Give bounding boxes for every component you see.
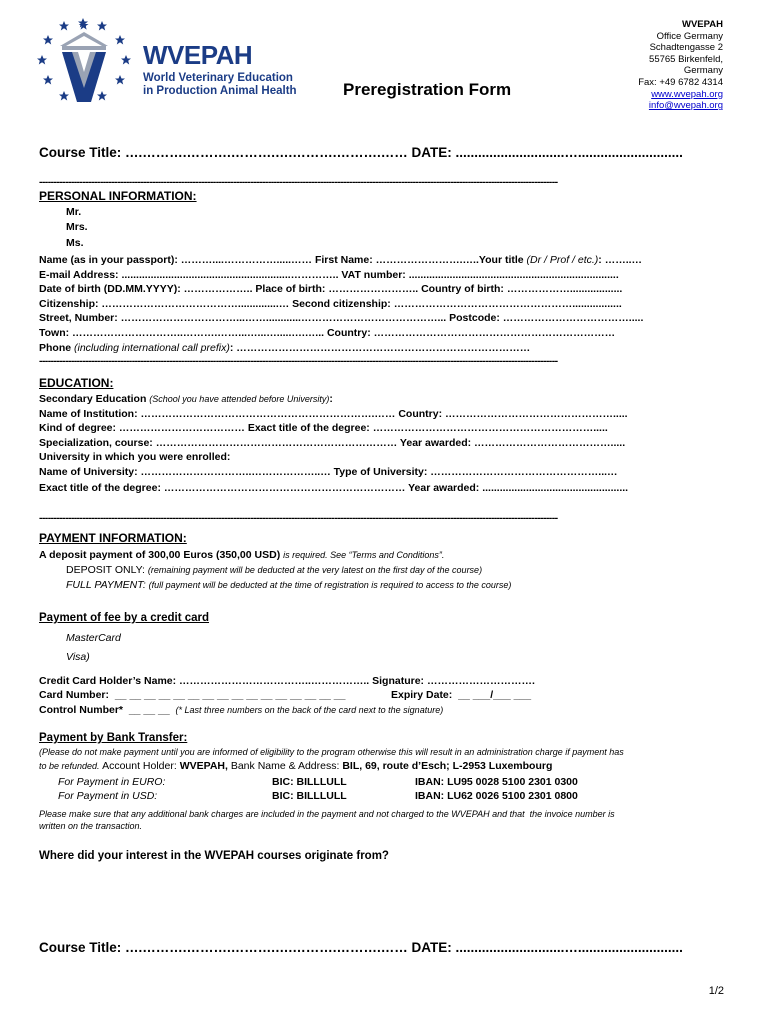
date-label: DATE: — [411, 145, 456, 160]
university-name-field[interactable]: Name of University: …………………………..………………..… Type of University: …………………………………………...… — [39, 466, 618, 478]
bank-address-label: Bank Name & Address: — [230, 760, 343, 772]
email-field[interactable]: E-mail Address: ..........................................................………….. VAT number: ........................................................................ — [39, 269, 619, 281]
website-link[interactable]: www.wvepah.org — [651, 88, 723, 100]
town-field[interactable]: Town: …………………………..……….……...…...….....….…... Country: …………………………………………………………… — [39, 327, 616, 339]
roof-bar — [62, 46, 106, 50]
bank-charges-line-1: Please make sure that any additional bank charges are included in the payment and not charged to the WVEPAH and that the invoice number is — [39, 809, 615, 819]
name-label: Name (as in your passport): ………....…………….....…… First Name: …………………….…..Your title — [39, 254, 527, 266]
bank-note-line-1: (Please do not make payment until you are informed of eligibility to the program otherwise this will result in an administration charge if payment has — [39, 747, 624, 757]
logo-subtitle-line-2: in Production Animal Health — [143, 85, 297, 97]
deposit-info — [39, 549, 444, 561]
citizenship-field[interactable]: Citizenship: …………………………………..............… Second citizenship: ……………………………………………................. — [39, 298, 622, 310]
phone-label: Phone — [39, 342, 75, 354]
divider: ----------------------------------------------------------------------------------------------------------------------------------------------------------------------------------- — [39, 355, 558, 367]
name-field[interactable] — [39, 254, 642, 266]
office-address — [638, 19, 723, 112]
card-number-field[interactable]: Card Number: __ __ __ __ __ __ __ __ __ __ __ __ __ __ __ __ — [39, 689, 346, 701]
email-link[interactable]: info@wvepah.org — [648, 100, 723, 112]
bank-note-refund: to be refunded. — [39, 761, 103, 771]
deposit-amount: A deposit payment of 300,00 Euros (350,00 USD) — [39, 549, 284, 561]
deposit-only-hint: (remaining payment will be deducted at the very latest on the first day of the course) — [147, 565, 483, 575]
title-field[interactable]: : ……..… — [598, 254, 643, 266]
page-number: 1/2 — [708, 985, 724, 997]
bank-charges-line-2: written on the transaction. — [39, 821, 143, 831]
visa-option[interactable]: Visa) — [66, 651, 90, 663]
full-payment-hint: (full payment will be deducted at the time of registration is required to access to the course) — [148, 580, 512, 590]
salutation-mrs[interactable]: Mrs. — [66, 221, 88, 233]
full-payment-label: FULL PAYMENT: — [66, 579, 149, 591]
full-payment-option[interactable] — [66, 579, 511, 591]
university-degree-field[interactable]: Exact title of the degree: …………………………………………………………… Year awarded: .................................................. — [39, 482, 629, 494]
logo-wordmark: WVEPAH — [143, 40, 253, 70]
phone-hint: (including international call prefix) — [74, 342, 230, 354]
divider: ----------------------------------------------------------------------------------------------------------------------------------------------------------------------------------- — [39, 176, 558, 188]
address-fax: Fax: +49 6782 4314 — [638, 76, 723, 88]
address-line-4: Germany — [683, 65, 723, 77]
logo-subtitle — [143, 72, 297, 98]
secondary-hint: (School you have attended before University) — [149, 394, 330, 404]
date-field[interactable]: .............................…............................ — [455, 940, 683, 955]
address-line-1: Office Germany — [656, 30, 723, 42]
course-title-label: Course Title: — [39, 940, 126, 955]
specialization-field[interactable]: Specialization, course: …………………………………………………………… Year awarded: …………………………………..... — [39, 437, 626, 449]
bank-note-line-2 — [39, 760, 552, 772]
bank-heading: Payment by Bank Transfer: — [39, 732, 188, 744]
logo-subtitle-line-1: World Veterinary Education — [143, 72, 293, 84]
salutation-ms[interactable]: Ms. — [66, 237, 84, 249]
dob-field[interactable]: Date of birth (DD.MM.YYYY): ……………….. Place of birth: …………………….. Country of birth: ……………….................. — [39, 283, 623, 295]
secondary-education — [39, 393, 333, 405]
institution-field[interactable]: Name of Institution: ………………………………………………………….…… Country: …………………………………………..... — [39, 408, 628, 420]
deposit-only-option[interactable] — [66, 564, 482, 576]
deposit-only-label: DEPOSIT ONLY: — [66, 564, 148, 576]
university-intro: University in which you were enrolled: — [39, 451, 231, 463]
phone-field[interactable] — [39, 342, 530, 354]
education-heading: EDUCATION: — [39, 376, 114, 390]
card-heading: Payment of fee by a credit card — [39, 612, 210, 624]
course-title-line-bottom[interactable] — [39, 940, 683, 955]
divider: ----------------------------------------------------------------------------------------------------------------------------------------------------------------------------------- — [39, 512, 558, 524]
secondary-label: Secondary Education — [39, 393, 150, 405]
interest-question: Where did your interest in the WVEPAH courses originate from? — [39, 850, 389, 862]
card-holder-field[interactable]: Credit Card Holder’s Name: ………………………………..…………….. Signature: …………………………. — [39, 675, 535, 687]
salutation-mr[interactable]: Mr. — [66, 206, 82, 218]
course-title-field[interactable]: ….……….……….……….….……….……….…… — [125, 145, 412, 160]
eur-label: For Payment in EURO: — [58, 776, 166, 788]
bank-address-value: BIL, 69, route d’Esch; L-2953 Luxembourg — [342, 760, 553, 772]
mastercard-option[interactable]: MasterCard — [66, 632, 121, 644]
usd-label: For Payment in USD: — [58, 790, 158, 802]
account-holder-value: WVEPAH, — [179, 760, 231, 772]
address-line-2: Schadtengasse 2 — [649, 42, 723, 54]
account-holder-label: Account Holder: — [102, 760, 180, 772]
control-number-field[interactable] — [39, 704, 443, 716]
interest-answer-area[interactable] — [39, 868, 719, 928]
course-title-line[interactable] — [39, 145, 683, 160]
course-title-field[interactable]: ….……….……….……….….……….……….…… — [125, 940, 412, 955]
personal-heading: PERSONAL INFORMATION: — [39, 189, 197, 203]
usd-iban: IBAN: LU62 0026 5100 2301 0800 — [415, 790, 578, 802]
eur-bic: BIC: BILLLULL — [272, 776, 347, 788]
expiry-date-field[interactable]: Expiry Date: __ ___/___ ___ — [391, 689, 532, 701]
control-number-label: Control Number* __ __ __ — [39, 704, 176, 716]
form-title: Preregistration Form — [343, 80, 512, 99]
control-number-hint: (* Last three numbers on the back of the card next to the signature) — [175, 705, 444, 715]
usd-bic: BIC: BILLLULL — [272, 790, 347, 802]
date-label: DATE: — [411, 940, 456, 955]
course-title-label: Course Title: — [39, 145, 126, 160]
date-field[interactable]: .............................…............................ — [455, 145, 683, 160]
eur-iban: IBAN: LU95 0028 5100 2301 0300 — [415, 776, 578, 788]
degree-field[interactable]: Kind of degree: ……………………………… Exact title of the degree: ………………………………………………………..... — [39, 422, 608, 434]
payment-heading: PAYMENT INFORMATION: — [39, 531, 187, 545]
roof-shape — [60, 32, 108, 46]
phone-input[interactable]: : ………………………………………………………………………… — [229, 342, 531, 354]
address-line-3: 55765 Birkenfeld, — [649, 53, 723, 65]
deposit-terms: is required. See “Terms and Conditions”. — [283, 550, 445, 560]
street-field[interactable]: Street, Number: ……………………………...……............…………………………………... Postcode: ………………………………..... — [39, 312, 644, 324]
secondary-colon: : — [329, 393, 333, 405]
title-hint: (Dr / Prof / etc.) — [526, 254, 599, 266]
address-org: WVEPAH — [682, 19, 723, 30]
